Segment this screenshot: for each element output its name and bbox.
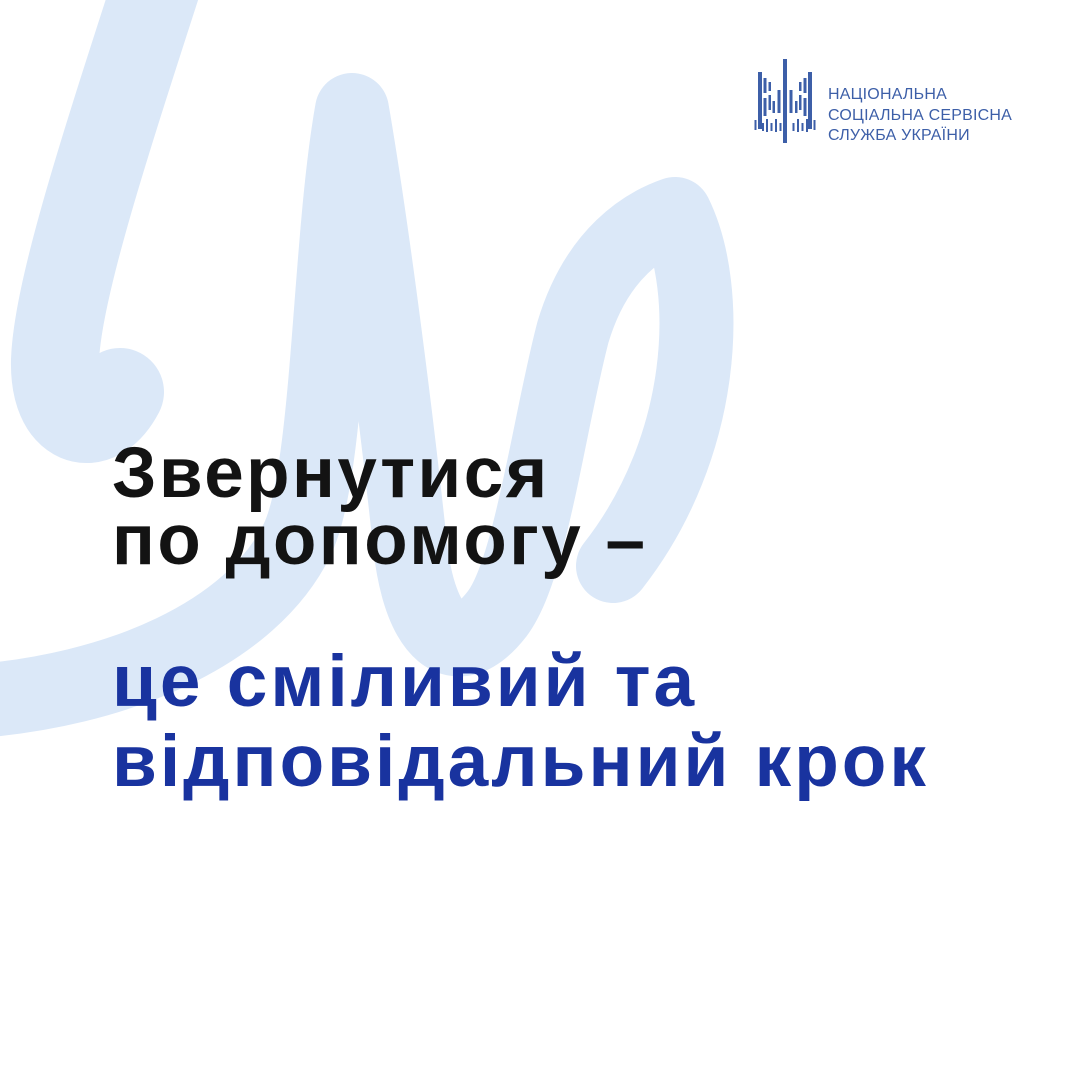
org-name-line-1: НАЦІОНАЛЬНА [828,86,947,104]
tryzub-trident-icon [752,57,818,153]
org-name-line-3: СЛУЖБА УКРАЇНИ [828,127,970,145]
headline-blue [112,642,929,802]
headline-black [112,434,648,580]
headline-blue-line-1: це сміливий та [112,641,698,722]
swirl-left-hook-stroke [55,0,168,419]
headline-black-line-2: по допомогу – [112,501,648,580]
org-name-line-2: СОЦІАЛЬНА СЕРВІСНА [828,106,1013,124]
org-logo [752,57,1012,153]
headline-blue-line-2: відповідальний крок [112,721,929,802]
headline-black-line-1: Звернутися [112,434,550,513]
org-name [828,85,1012,146]
